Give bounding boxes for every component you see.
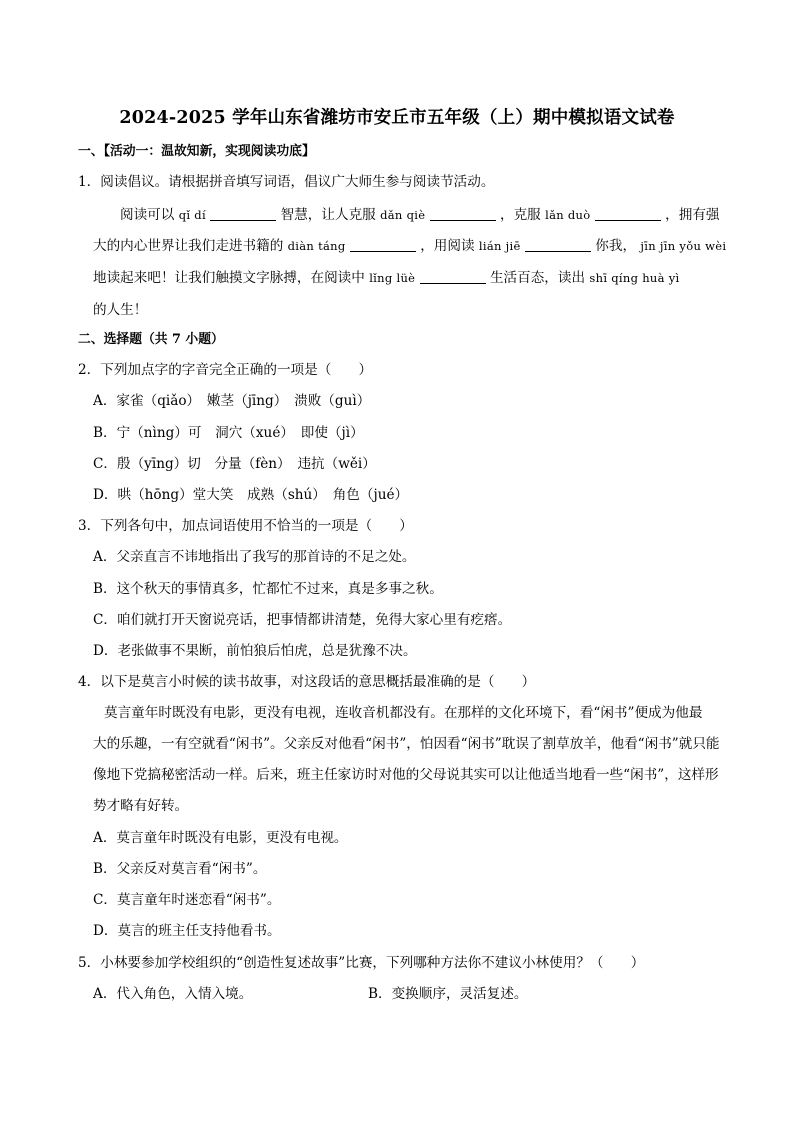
q1-text: 地读起来吧！让我们触摸文字脉搏，在阅读中 (93, 270, 365, 286)
question-4-stem: 4．以下是莫言小时候的读书故事，对这段话的意思概括最准确的是（ ） (78, 674, 536, 690)
page-title: 2024-2025 学年山东省潍坊市安丘市五年级（上）期中模拟语文试卷 (119, 108, 675, 128)
question-4-option-b[interactable]: B．父亲反对莫言看“闲书”。 (93, 861, 267, 877)
pinyin-3: lǎn duò (545, 208, 591, 222)
question-1-line-1 (120, 205, 720, 225)
section-heading-1: 一、【活动一：温故知新，实现阅读功底】 (78, 144, 315, 159)
pinyin-4: diàn táng (287, 239, 346, 253)
q1-text: ，克服 (499, 207, 541, 223)
answer-blank-3[interactable] (595, 206, 661, 221)
answer-blank-7[interactable] (420, 269, 486, 284)
question-3-option-c[interactable]: C．咱们就打开天窗说亮话，把事情都讲清楚，免得大家心里有疙瘩。 (93, 612, 512, 628)
question-3-option-a[interactable]: A．父亲直言不讳地指出了我写的那首诗的不足之处。 (93, 549, 416, 565)
question-4-passage-line: 像地下党搞秘密活动一样。后来，班主任家访时对他的父母说其实可以让他适当地看一些“闲书”，这样形 (93, 767, 719, 783)
question-4-passage-line: 大的乐趣，一有空就看“闲书”。父亲反对他看“闲书”，怕因看“闲书”耽误了割草放羊，他看“闲书”就只能 (93, 736, 720, 752)
question-2-option-b[interactable]: B．宁（nìng）可 洞穴（xué） 即使（jì） (93, 425, 364, 441)
answer-blank-1[interactable] (210, 206, 276, 221)
pinyin-5: lián jiē (478, 239, 521, 253)
section-heading-2: 二、选择题（共 7 小题） (78, 332, 224, 347)
answer-blank-5[interactable] (525, 237, 591, 252)
question-2-option-d[interactable]: D．哄（hōng）堂大笑 成熟（shú） 角色（jué） (93, 487, 409, 503)
answer-blank-2[interactable] (430, 206, 496, 221)
q1-text: 智慧，让人克服 (280, 207, 376, 223)
pinyin-6: jīn jīn yǒu wèi (640, 239, 727, 253)
pinyin-8: shī qíng huà yì (589, 271, 680, 285)
q1-text: 生活百态，读出 (489, 270, 586, 286)
question-3-option-b[interactable]: B．这个秋天的事情真多，忙都忙不过来，真是多事之秋。 (93, 581, 443, 597)
question-4-passage-line: 势才略有好转。 (93, 798, 189, 814)
q1-text: ，用阅读 (420, 238, 475, 254)
question-5-stem: 5．小林要参加学校组织的“创造性复述故事”比赛，下列哪种方法你不建议小林使用？（ ） (78, 955, 645, 971)
question-4-option-d[interactable]: D．莫言的班主任支持他看书。 (93, 923, 281, 939)
answer-blank-4[interactable] (350, 237, 416, 252)
question-5-option-a[interactable]: A．代入角色，入情入境。 (93, 986, 253, 1002)
question-4-option-a[interactable]: A．莫言童年时既没有电影，更没有电视。 (93, 830, 348, 846)
q1-text: ，拥有强 (665, 207, 720, 223)
q1-text: 阅读可以 (120, 207, 175, 223)
pinyin-2: dǎn qiè (380, 208, 426, 222)
question-1-line-2 (93, 236, 726, 256)
question-1-line-3 (93, 268, 680, 288)
q1-text: 大的内心世界让我们走进书籍的 (93, 238, 284, 254)
question-2-option-c[interactable]: C．殷（yīng）切 分量（fèn） 违抗（wěi） (93, 456, 376, 472)
pinyin-1: qǐ dí (178, 208, 206, 222)
question-1-prompt: 1．阅读倡议。请根据拼音填写词语，倡议广大师生参与阅读节活动。 (78, 174, 495, 190)
question-3-option-d[interactable]: D．老张做事不果断，前怕狼后怕虎，总是犹豫不决。 (93, 643, 417, 659)
q1-text: 你我， (595, 238, 637, 254)
question-3-stem: 3．下列各句中，加点词语使用不恰当的一项是（ ） (78, 518, 413, 534)
question-1-line-4: 的人生！ (93, 302, 148, 318)
question-2-stem: 2．下列加点字的字音完全正确的一项是（ ） (78, 362, 373, 378)
question-2-option-a[interactable]: A．家雀（qiǎo） 嫩茎（jīng） 溃败（guì） (93, 393, 371, 409)
question-4-passage-line: 莫言童年时既没有电影，更没有电视，连收音机都没有。在那样的文化环境下，看“闲书”便成为他最 (104, 705, 703, 721)
pinyin-7: lǐng lüè (369, 271, 416, 285)
question-5-option-b[interactable]: B．变换顺序，灵活复述。 (368, 986, 528, 1002)
question-4-option-c[interactable]: C．莫言童年时迷恋看“闲书”。 (93, 892, 281, 908)
